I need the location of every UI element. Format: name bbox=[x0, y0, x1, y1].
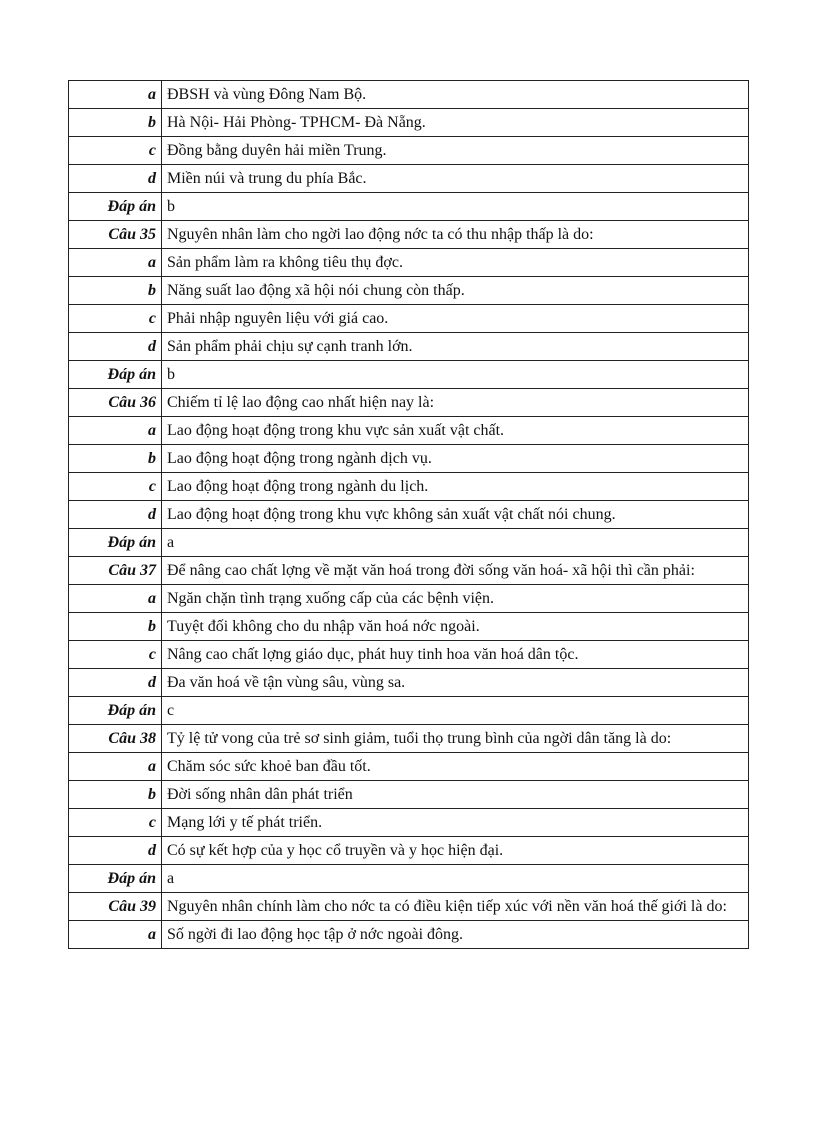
table-row bbox=[69, 361, 749, 389]
row-label: c bbox=[69, 809, 162, 837]
row-text: b bbox=[162, 193, 749, 221]
row-label: Đáp án bbox=[69, 697, 162, 725]
table-row bbox=[69, 249, 749, 277]
table-row bbox=[69, 585, 749, 613]
table-row bbox=[69, 613, 749, 641]
row-label: Câu 39 bbox=[69, 893, 162, 921]
table-row bbox=[69, 921, 749, 949]
row-label: d bbox=[69, 669, 162, 697]
row-text: b bbox=[162, 361, 749, 389]
row-text: Ngăn chặn tình trạng xuống cấp của các bệnh viện. bbox=[162, 585, 749, 613]
row-text: Chăm sóc sức khoẻ ban đầu tốt. bbox=[162, 753, 749, 781]
row-text: ĐBSH và vùng Đông Nam Bộ. bbox=[162, 81, 749, 109]
row-text: Để nâng cao chất lợng về mặt văn hoá trong đời sống văn hoá- xã hội thì cần phải: bbox=[162, 557, 749, 585]
row-label: b bbox=[69, 781, 162, 809]
row-label: Câu 37 bbox=[69, 557, 162, 585]
row-label: d bbox=[69, 333, 162, 361]
row-text: Sản phẩm làm ra không tiêu thụ đợc. bbox=[162, 249, 749, 277]
row-label: a bbox=[69, 921, 162, 949]
table-row bbox=[69, 81, 749, 109]
row-label: c bbox=[69, 137, 162, 165]
table-row bbox=[69, 697, 749, 725]
table-row bbox=[69, 389, 749, 417]
table-row bbox=[69, 417, 749, 445]
row-text: Lao động hoạt động trong ngành du lịch. bbox=[162, 473, 749, 501]
table-row bbox=[69, 305, 749, 333]
table-row bbox=[69, 669, 749, 697]
table-row bbox=[69, 837, 749, 865]
row-label: c bbox=[69, 641, 162, 669]
table-row bbox=[69, 445, 749, 473]
row-label: d bbox=[69, 837, 162, 865]
row-text: Số ngời đi lao động học tập ở nớc ngoài đông. bbox=[162, 921, 749, 949]
row-label: a bbox=[69, 249, 162, 277]
row-text: a bbox=[162, 865, 749, 893]
row-label: Đáp án bbox=[69, 361, 162, 389]
question-table-body bbox=[69, 81, 749, 949]
table-row bbox=[69, 557, 749, 585]
row-text: Nâng cao chất lợng giáo dục, phát huy tinh hoa văn hoá dân tộc. bbox=[162, 641, 749, 669]
row-label: b bbox=[69, 613, 162, 641]
table-row bbox=[69, 641, 749, 669]
row-label: Đáp án bbox=[69, 865, 162, 893]
table-row bbox=[69, 781, 749, 809]
table-row bbox=[69, 501, 749, 529]
row-text: Năng suất lao động xã hội nói chung còn thấp. bbox=[162, 277, 749, 305]
table-row bbox=[69, 473, 749, 501]
question-table bbox=[68, 80, 749, 949]
row-text: Tỷ lệ tử vong của trẻ sơ sinh giảm, tuổi thọ trung bình của ngời dân tăng là do: bbox=[162, 725, 749, 753]
row-text: Có sự kết hợp của y học cổ truyền và y học hiện đại. bbox=[162, 837, 749, 865]
row-text: Hà Nội- Hải Phòng- TPHCM- Đà Nẵng. bbox=[162, 109, 749, 137]
row-text: Đồng bằng duyên hải miền Trung. bbox=[162, 137, 749, 165]
row-label: b bbox=[69, 277, 162, 305]
table-row bbox=[69, 893, 749, 921]
table-row bbox=[69, 529, 749, 557]
row-text: Nguyên nhân làm cho ngời lao động nớc ta có thu nhập thấp là do: bbox=[162, 221, 749, 249]
table-row bbox=[69, 137, 749, 165]
row-text: Mạng lới y tế phát triển. bbox=[162, 809, 749, 837]
row-text: Phải nhập nguyên liệu với giá cao. bbox=[162, 305, 749, 333]
row-label: Câu 35 bbox=[69, 221, 162, 249]
row-label: Câu 36 bbox=[69, 389, 162, 417]
row-text: a bbox=[162, 529, 749, 557]
table-row bbox=[69, 165, 749, 193]
row-label: a bbox=[69, 753, 162, 781]
row-label: d bbox=[69, 501, 162, 529]
row-label: c bbox=[69, 305, 162, 333]
row-text: Nguyên nhân chính làm cho nớc ta có điều kiện tiếp xúc với nền văn hoá thế giới là do: bbox=[162, 893, 749, 921]
row-text: Đa văn hoá về tận vùng sâu, vùng sa. bbox=[162, 669, 749, 697]
table-row bbox=[69, 277, 749, 305]
table-row bbox=[69, 865, 749, 893]
row-label: b bbox=[69, 109, 162, 137]
row-label: Đáp án bbox=[69, 529, 162, 557]
row-text: Sản phẩm phải chịu sự cạnh tranh lớn. bbox=[162, 333, 749, 361]
table-row bbox=[69, 109, 749, 137]
row-label: b bbox=[69, 445, 162, 473]
table-row bbox=[69, 809, 749, 837]
row-text: Lao động hoạt động trong khu vực sản xuất vật chất. bbox=[162, 417, 749, 445]
row-label: a bbox=[69, 81, 162, 109]
row-label: Câu 38 bbox=[69, 725, 162, 753]
row-text: Lao động hoạt động trong ngành dịch vụ. bbox=[162, 445, 749, 473]
table-row bbox=[69, 221, 749, 249]
row-label: a bbox=[69, 417, 162, 445]
row-label: Đáp án bbox=[69, 193, 162, 221]
table-row bbox=[69, 333, 749, 361]
table-row bbox=[69, 725, 749, 753]
row-label: d bbox=[69, 165, 162, 193]
row-text: c bbox=[162, 697, 749, 725]
row-label: a bbox=[69, 585, 162, 613]
table-row bbox=[69, 753, 749, 781]
row-label: c bbox=[69, 473, 162, 501]
row-text: Miền núi và trung du phía Bắc. bbox=[162, 165, 749, 193]
row-text: Đời sống nhân dân phát triển bbox=[162, 781, 749, 809]
table-row bbox=[69, 193, 749, 221]
row-text: Chiếm tỉ lệ lao động cao nhất hiện nay là: bbox=[162, 389, 749, 417]
row-text: Lao động hoạt động trong khu vực không sản xuất vật chất nói chung. bbox=[162, 501, 749, 529]
row-text: Tuyệt đối không cho du nhập văn hoá nớc ngoài. bbox=[162, 613, 749, 641]
